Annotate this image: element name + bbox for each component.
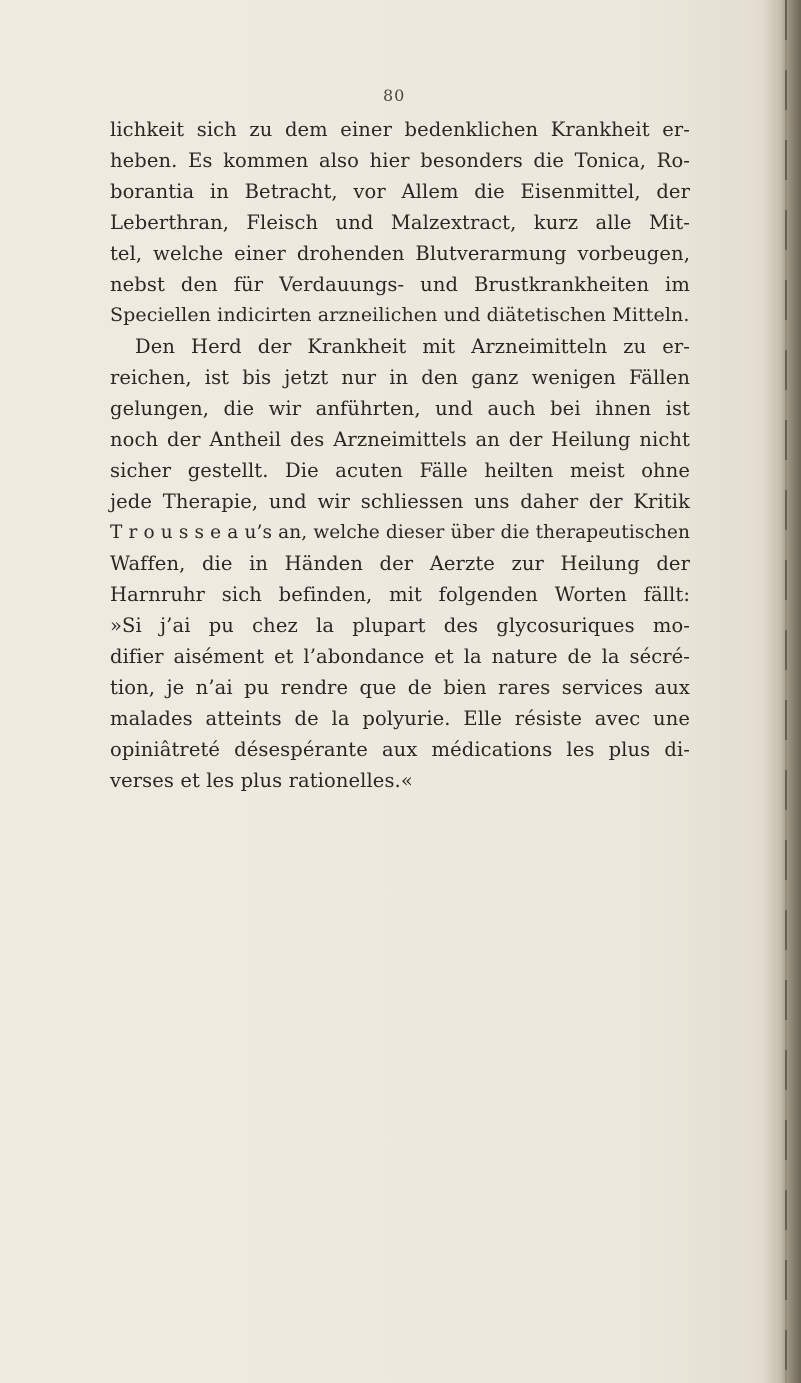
text-line: reichen, ist bis jetzt nur in den ganz wenigen Fällen: [110, 366, 690, 389]
text-line: verses et les plus rationelles.«: [110, 769, 413, 792]
text-line: borantia in Betracht, vor Allem die Eisenmittel, der: [110, 180, 690, 203]
page-number: 80: [383, 86, 406, 105]
text-line: Den Herd der Krankheit mit Arzneimitteln zu er-: [135, 335, 690, 358]
text-line: Waffen, die in Händen der Aerzte zur Heilung der: [110, 552, 690, 575]
text-line: nebst den für Verdauungs- und Brustkrankheiten im: [110, 273, 690, 296]
text-line: tion, je n’ai pu rendre que de bien rares services aux: [110, 676, 690, 699]
text-line: opiniâtreté désespérante aux médications les plus di-: [110, 738, 690, 761]
text-line: gelungen, die wir anführten, und auch bei ihnen ist: [110, 397, 690, 420]
text-line: »Si j’ai pu chez la plupart des glycosuriques mo-: [110, 614, 690, 637]
text-line: Speciellen indicirten arzneilichen und diätetischen Mitteln.: [110, 304, 690, 326]
text-line: T r o u s s e a u’s an, welche dieser über die therapeutischen: [110, 522, 690, 543]
text-line: malades atteints de la polyurie. Elle résiste avec une: [110, 707, 690, 730]
text-line: heben. Es kommen also hier besonders die Tonica, Ro-: [110, 149, 690, 172]
page-binding-shadow: [763, 0, 801, 1383]
text-line: jede Therapie, und wir schliessen uns daher der Kritik: [110, 490, 690, 513]
text-line: noch der Antheil des Arzneimittels an der Heilung nicht: [110, 428, 690, 451]
page-binding-edge: [785, 0, 787, 1383]
text-line: sicher gestellt. Die acuten Fälle heilten meist ohne: [110, 459, 690, 482]
text-line: difier aisément et l’abondance et la nature de la sécré-: [110, 645, 690, 668]
body-text: [110, 114, 690, 796]
text-line: Leberthran, Fleisch und Malzextract, kurz alle Mit-: [110, 211, 690, 234]
text-line: tel, welche einer drohenden Blutverarmung vorbeugen,: [110, 242, 690, 265]
text-line: lichkeit sich zu dem einer bedenklichen Krankheit er-: [110, 118, 690, 141]
text-line: Harnruhr sich befinden, mit folgenden Worten fällt:: [110, 583, 690, 606]
